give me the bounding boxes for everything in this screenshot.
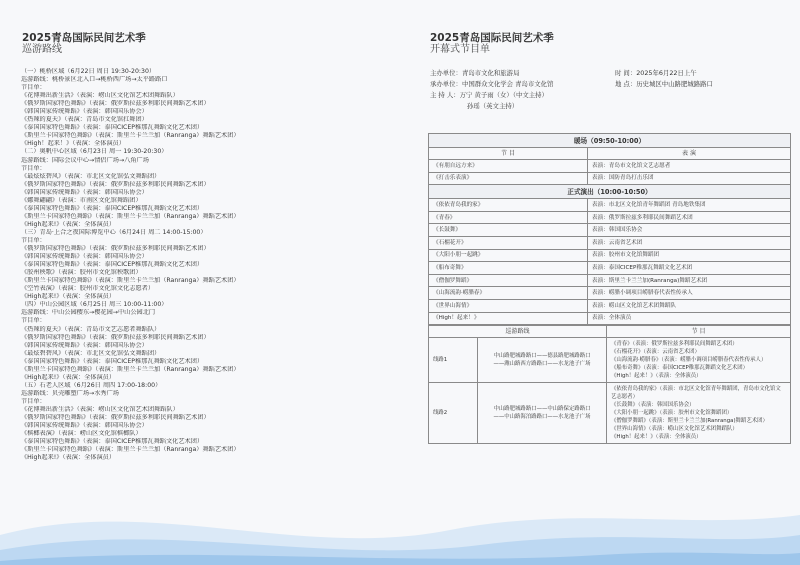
place-value: 历史城区中山路肥城路路口 <box>636 80 713 88</box>
route-line: 巡游路线：贝壳雕塑广场→水秀广场 <box>21 389 119 397</box>
routes-col-header: 巡游路线 <box>429 326 607 338</box>
route-line: 《最炫碧碧风》（表演：市北区文化馆弘文舞蹈团） <box>21 349 161 357</box>
warmup-heading-row <box>429 134 791 148</box>
time-row: 时 间：2025年6月22日上午 <box>615 69 697 77</box>
route-line: 《热辣的夏天》（表演：青岛市文化馆扛舞团） <box>21 116 148 124</box>
route-program-item: 《僧伽罗舞蹈》（表演：斯里兰卡兰兰加(Ranranga)舞蹈艺术团） <box>611 418 768 425</box>
program-name: 《打击乐表演》 <box>429 172 588 185</box>
route-line: 节目单： <box>21 397 46 405</box>
organizer-value: 中国群众文化学会 青岛市文化馆 <box>461 80 554 88</box>
route-row <box>429 338 791 383</box>
route-line: 《韩国国家传统舞蹈》（表演：韩国国乐协会） <box>21 422 148 430</box>
program-row <box>429 236 791 249</box>
left-title: 2025青岛国际民间艺术季 <box>22 32 146 44</box>
program-name: 《High！起来！》 <box>429 312 588 325</box>
route-line: 《韩国国家传统舞蹈》（表演：韩国国乐协会） <box>21 253 148 261</box>
route-path <box>478 383 607 444</box>
program-row <box>429 262 791 275</box>
route-program-item: 《大阳小朋一起跳》（表演：胶州市文化馆舞蹈团） <box>611 410 733 417</box>
route-program-item: 《依依青岛我的家》（表演：市北区文化馆青年舞蹈团，青岛市文化馆文艺志愿者） <box>611 386 781 401</box>
program-name: 《船布奇舞》 <box>429 262 588 275</box>
route-program-item: 《High！起来！》（表演：全体演员） <box>611 434 702 441</box>
program-performer: 表演：韩国国乐协会 <box>588 224 791 237</box>
route-line: 《斯里兰卡国家特色舞蹈》（表演：斯里兰卡兰兰加（Ranranga）舞蹈艺术团） <box>21 277 240 285</box>
route-line: （四）中山公园区域（6月25日 周三 10:00-11:00） <box>21 301 168 309</box>
route-line: （一）桃桥区域（6月22日 周日 19:30-20:30） <box>21 68 156 75</box>
program-performer: 表演：崂山区文化馆艺术团舞蹈队 <box>588 299 791 312</box>
program-row <box>429 172 791 185</box>
route-line: 《花博舞出新生活》（表演：崂山区文化馆艺术团舞蹈队） <box>21 92 179 100</box>
route-path-line: 中山路肥城路路口——德县路肥城路路口 <box>493 353 591 360</box>
program-col-header: 节 目 <box>429 148 588 160</box>
mc-row: 主 持 人：万宁 黄子雨（女）（中文主持） <box>430 91 548 99</box>
organizer-row: 承办单位：中国群众文化学会 青岛市文化馆 <box>430 80 554 88</box>
program-name: 《依依青岛我的家》 <box>429 199 588 212</box>
host-value: 青岛市文化和旅游局 <box>461 69 520 77</box>
route-line: 《斯里兰卡国家特色舞蹈》（表演：斯里兰卡兰兰加（Ranranga）舞蹈艺术团） <box>21 446 240 454</box>
main-heading-row <box>429 185 791 199</box>
program-row <box>429 224 791 237</box>
route-line: 《泰国国家特色舞蹈》（表演：泰国CICEP稚那瓦舞蹈文化艺术团） <box>21 261 204 269</box>
route-line: 《韩国国家传统舞蹈》（表演：韩国国乐协会） <box>21 108 148 116</box>
program-performer: 表演：斯里兰卡兰兰加(Ranranga)舞蹈艺术团 <box>588 274 791 287</box>
route-label: 线路1 <box>429 338 478 383</box>
route-line: 节目单： <box>21 84 46 92</box>
schedule-tables <box>428 133 791 444</box>
program-row <box>429 312 791 325</box>
route-programs <box>607 383 791 444</box>
program-row <box>429 299 791 312</box>
route-line: 《High起来!》（表演：全体演员） <box>21 220 116 228</box>
program-performer: 表演：云南省艺术团 <box>588 236 791 249</box>
right-title-block <box>430 32 554 56</box>
route-line: 巡游路线：中山公园樱东→樱花园→中山公园北门 <box>21 309 156 317</box>
mc-row-2: 孙瑶（英文主持） <box>467 102 519 110</box>
left-subtitle: 巡游路线 <box>22 44 62 55</box>
route-line: 《槟榔表演》（表演：崂山区文化馆槟榔队） <box>21 430 142 438</box>
program-performer: 表演：青岛市文化馆文艺志愿者 <box>588 160 791 173</box>
program-name: 《青春》 <box>429 211 588 224</box>
route-line: 《斯里兰卡国家特色舞蹈》（表演：斯里兰卡兰兰加（Ranranga）舞蹈艺术团） <box>21 365 240 373</box>
route-program-item: 《世界山海情》（表演：崂山区文化馆艺术团舞蹈队） <box>611 426 738 433</box>
program-performer: 表演：崂腊小调项目崂腊春代表性传承人 <box>588 287 791 300</box>
warmup-heading: 暖场（09:50-10:00） <box>429 134 791 148</box>
route-line: 《韩国国家传统舞蹈》（表演：韩国国乐协会） <box>21 188 148 196</box>
decorative-wave <box>0 475 800 565</box>
route-line: 《胶州秧歌》（表演：胶州市文化馆秧歌团） <box>21 269 142 277</box>
route-line: 《花博舞出新生活》（表演：崂山区文化馆艺术团舞蹈队） <box>21 405 179 413</box>
route-line: 《最炫炫碧风》（表演：市北区文化馆弘文舞蹈团） <box>21 172 161 180</box>
route-path <box>478 338 607 383</box>
warmup-header-row <box>429 148 791 160</box>
route-line: 《俄罗斯国家特色舞蹈》（表演：俄罗斯拉兹多利耶民间舞蹈艺术团） <box>21 414 210 422</box>
route-line: 《泰国国家特色舞蹈》（表演：泰国CICEP稚那瓦舞蹈文化艺术团） <box>21 357 204 365</box>
route-program-item: 《青春》（表演：俄罗斯拉兹多利耶民间舞蹈艺术团） <box>611 341 738 348</box>
route-line: 节目单： <box>21 164 46 172</box>
program-name: 《有朋自远方来》 <box>429 160 588 173</box>
route-line: 《娜舞翩翩》（表演：市南区文化馆舞蹈团） <box>21 196 142 204</box>
program-name: 《石榴花开》 <box>429 236 588 249</box>
route-line: 巡游路线：桃桥景区北入口→桃桥西广场→太平路路口 <box>21 76 168 84</box>
route-programs <box>607 338 791 383</box>
program-performer: 表演：国防青岛打击乐团 <box>588 172 791 185</box>
mc-value: 万宁 黄子雨（女）（中文主持） <box>459 91 548 99</box>
route-line: 《俄罗斯国家特色舞蹈》（表演：俄罗斯拉兹多利耶民间舞蹈艺术团） <box>21 245 210 253</box>
route-line: （二）奥帆中心区域（6月23日 周一 19:30-20:30） <box>21 148 168 156</box>
route-line: 《斯里兰卡国家特色舞蹈》（表演：斯里兰卡兰兰加（Ranranga）舞蹈艺术团） <box>21 132 240 140</box>
program-name: 《山海流韵·崂腊春》 <box>429 287 588 300</box>
route-program-item: 《石榴花开》（表演：云南省艺术团） <box>611 349 700 356</box>
route-path-line: ——中山路海泊路路口——水龙池子广场 <box>493 414 591 421</box>
route-program-item: 《船布奇舞》（表演：泰国CICEP稚那瓦舞蹈文化艺术团） <box>611 365 749 372</box>
program-row <box>429 274 791 287</box>
parade-route-list <box>21 68 376 462</box>
program-name: 《大阳小朋一起跳》 <box>429 249 588 262</box>
route-line: 《High起来!》（表演：全体演员） <box>21 454 116 462</box>
routes-header-row <box>429 326 791 338</box>
route-line: 节目单： <box>21 236 46 244</box>
route-line: 《俄罗斯国家特色舞蹈》（表演：俄罗斯拉兹多利耶民间舞蹈艺术团） <box>21 100 210 108</box>
performer-col-header: 表 演 <box>588 148 791 160</box>
program-name: 《长鼓舞》 <box>429 224 588 237</box>
route-program-item: 《High！起来！》（表演：全体演员） <box>611 373 702 380</box>
routes-table <box>428 325 791 444</box>
route-line: 《空竹表演》（表演：胶州市文化馆文化志愿者） <box>21 285 155 293</box>
route-line: 《热辣的夏天》（表演：青岛市文艺志愿者舞蹈队） <box>21 325 161 333</box>
route-line: 《High起来!》（表演：全体演员） <box>21 293 116 301</box>
route-program-item: 《山海流韵·崂腊春》（表演：崂腊小调项目崂腊春代表性传承人） <box>611 357 767 364</box>
route-line: 《泰国国家特色舞蹈》（表演：泰国CICEP稚那瓦舞蹈文化艺术团） <box>21 204 204 212</box>
time-value: 2025年6月22日上午 <box>636 69 697 77</box>
route-line: （五）石老人区域（6月26日 周四 17:00-18:00） <box>21 381 162 389</box>
program-row <box>429 287 791 300</box>
place-row: 地 点：历史城区中山路肥城路路口 <box>615 80 713 88</box>
main-heading: 正式演出（10:00-10:50） <box>429 185 791 199</box>
program-row <box>429 211 791 224</box>
program-performer: 表演：胶州市文化馆舞蹈团 <box>588 249 791 262</box>
route-line: 《泰国国家特色舞蹈》（表演：泰国CICEP稚那瓦舞蹈文化艺术团） <box>21 124 204 132</box>
route-path-line: 中山路肥城路路口——中山路保定路路口 <box>493 406 591 413</box>
route-label: 线路2 <box>429 383 478 444</box>
route-line: 巡游路线：国际会议中心→情侣广场→八角广场 <box>21 156 149 164</box>
program-row <box>429 249 791 262</box>
route-line: （三）青岛·上合之夜国际博览中心（6月24日 周二 14:00-15:00） <box>21 228 207 236</box>
program-name: 《世界山海情》 <box>429 299 588 312</box>
route-line: 《斯里兰卡国家特色舞蹈》（表演：斯里兰卡兰兰加（Ranranga）舞蹈艺术团） <box>21 212 240 220</box>
program-row <box>429 160 791 173</box>
route-line: 《High起来!》（表演：全体演员） <box>21 373 116 381</box>
route-line: 《俄罗斯国家特色舞蹈》（表演：俄罗斯拉兹多利耶民间舞蹈艺术团） <box>21 333 210 341</box>
right-subtitle: 开幕式节目单 <box>430 44 490 55</box>
routes-program-col-header: 节 目 <box>607 326 791 338</box>
program-performer: 表演：泰国CICEP稚那瓦舞蹈文化艺术团 <box>588 262 791 275</box>
right-title: 2025青岛国际民间艺术季 <box>430 32 554 44</box>
program-name: 《僧伽罗舞蹈》 <box>429 274 588 287</box>
route-row <box>429 383 791 444</box>
host-row: 主办单位：青岛市文化和旅游局 <box>430 69 520 77</box>
route-program-item: 《长鼓舞》（表演：韩国国乐协会） <box>611 402 695 409</box>
route-line: 节目单： <box>21 317 46 325</box>
left-title-block <box>22 32 146 56</box>
program-performer: 表演：市北区文化馆青年舞蹈团 青岛地铁集团 <box>588 199 791 212</box>
program-performer: 表演：俄罗斯拉兹多利耶民间舞蹈艺术团 <box>588 211 791 224</box>
route-line: 《High！起来！》（表演：全体演员） <box>21 140 125 148</box>
route-line: 《泰国国家特色舞蹈》（表演：泰国CICEP稚那瓦舞蹈文化艺术团） <box>21 438 204 446</box>
route-line: 《韩国国家传统舞蹈》（表演：韩国国乐协会） <box>21 341 148 349</box>
route-line: 《俄罗斯国家特色舞蹈》（表演：俄罗斯拉兹多利耶民间舞蹈艺术团） <box>21 180 210 188</box>
program-row <box>429 199 791 212</box>
route-path-line: ——潍山路西方路路口——水龙池子广场 <box>493 361 591 368</box>
program-performer: 表演：全体演员 <box>588 312 791 325</box>
program-table <box>428 133 791 325</box>
